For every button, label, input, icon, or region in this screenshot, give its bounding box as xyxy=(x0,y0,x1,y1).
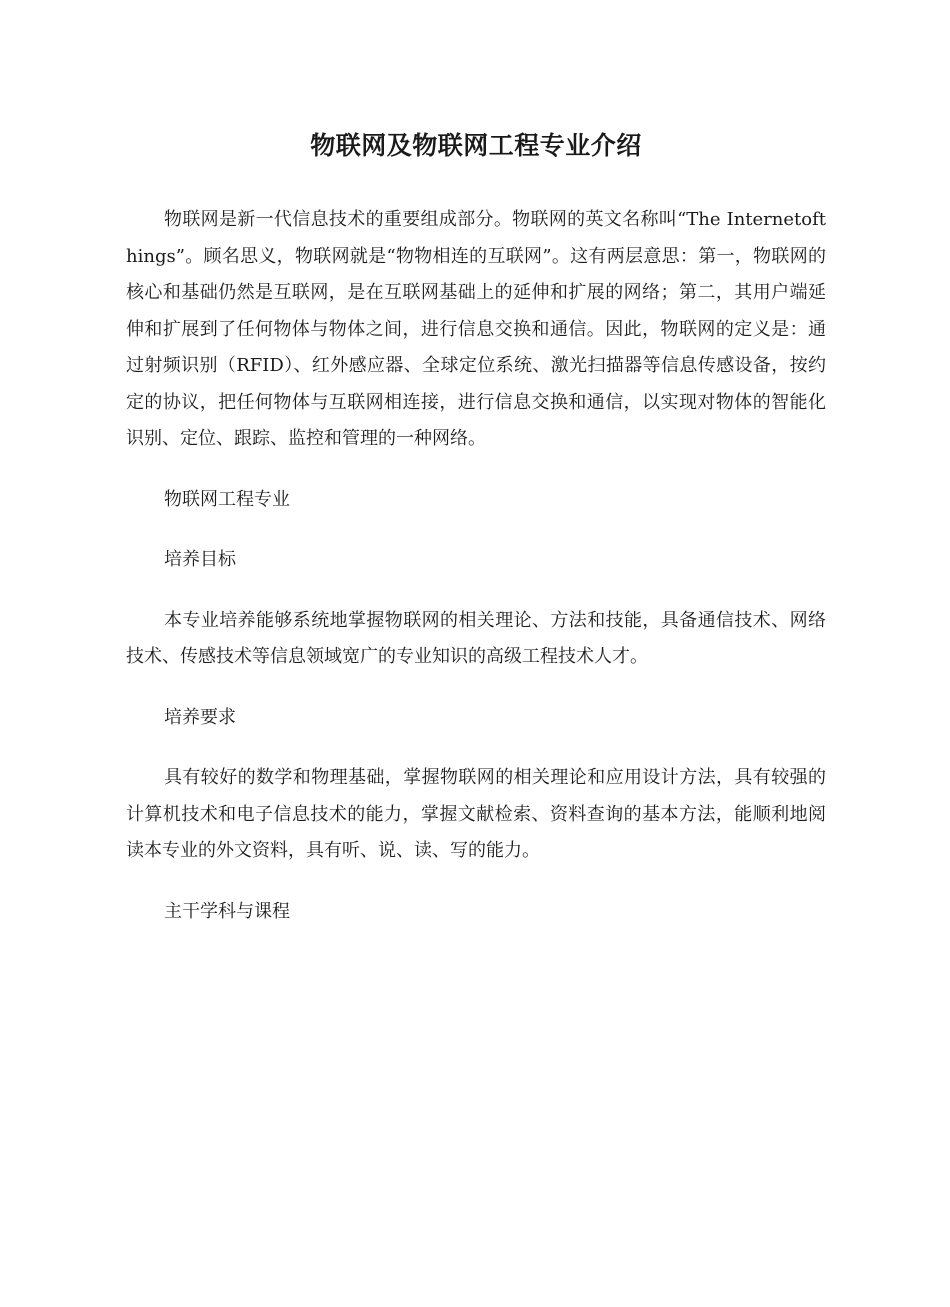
section-heading-requirements: 培养要求 xyxy=(164,706,236,728)
requirements-paragraph: 具有较好的数学和物理基础，掌握物联网的相关理论和应用设计方法，具有较强的计算机技术和电子信息技术的能力，掌握文献检索、资料查询的基本方法，能顺利地阅读本专业的外文资料，具有听、说、读、写的能力。 xyxy=(126,767,826,861)
intro-paragraph: 物联网是新一代信息技术的重要组成部分。物联网的英文名称叫“The Internetofthings”。顾名思义，物联网就是“物物相连的互联网”。这有两层意思：第一，物联网的核心和基础仍然是互联网，是在互联网基础上的延伸和扩展的网络；第二，其用户端延伸和扩展到了任何物体与物体之间，进行信息交换和通信。因此，物联网的定义是：通过射频识别（RFID）、红外感应器、全球定位系统、激光扫描器等信息传感设备，按约定的协议，把任何物体与互联网相连接，进行信息交换和通信，以实现对物体的智能化识别、定位、跟踪、监控和管理的一种网络。 xyxy=(126,209,826,449)
document-title: 物联网及物联网工程专业介绍 xyxy=(310,131,642,160)
section-heading-goal: 培养目标 xyxy=(164,549,236,570)
section-heading-courses: 主干学科与课程 xyxy=(164,900,290,922)
goal-paragraph: 本专业培养能够系统地掌握物联网的相关理论、方法和技能，具备通信技术、网络技术、传感技术等信息领域宽广的专业知识的高级工程技术人才。 xyxy=(126,609,826,667)
document-page xyxy=(126,128,826,954)
section-heading-major: 物联网工程专业 xyxy=(164,488,290,510)
